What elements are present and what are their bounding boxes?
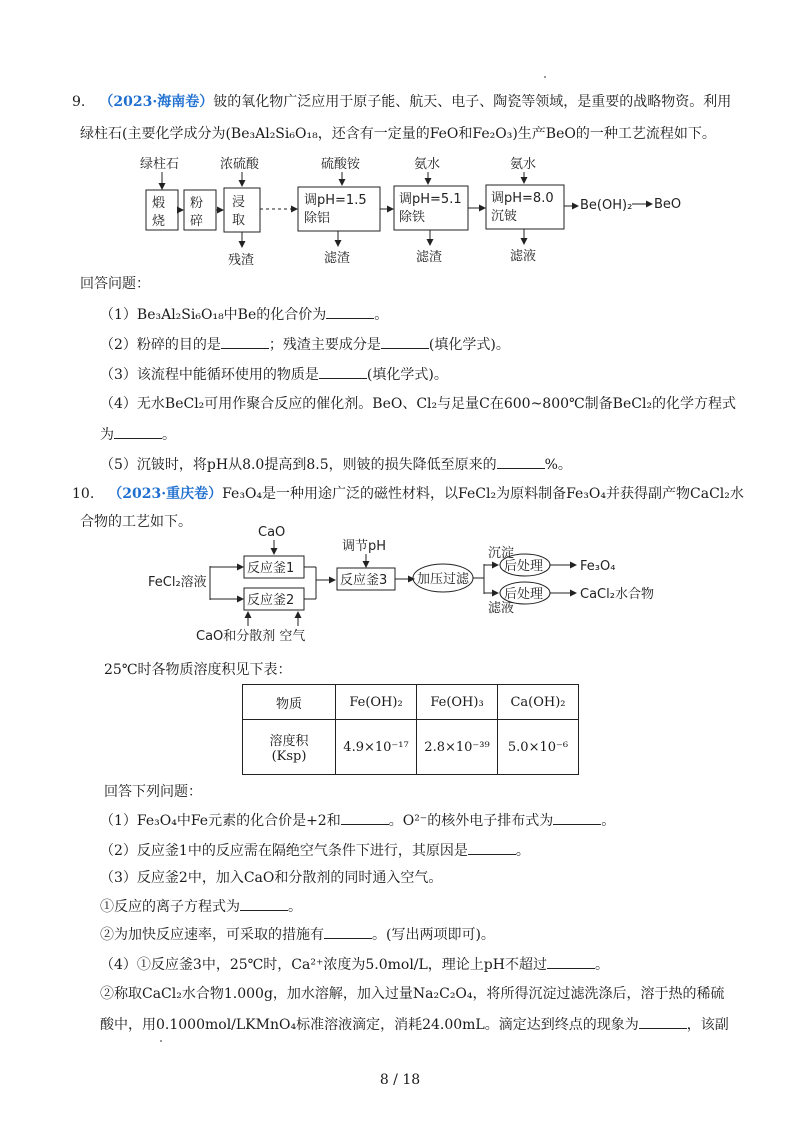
flow-residue: 残渣 — [228, 253, 255, 268]
flow-adjust-ph: 调节pH — [342, 539, 387, 554]
answer-blank[interactable] — [240, 896, 288, 911]
q10-sub1-text-b: 。O²⁻的核外电子排布式为 — [388, 813, 554, 829]
box-remove-al-ph: 调pH=1.5 — [304, 193, 367, 208]
q9-sub2-text-c: (填化学式)。 — [428, 337, 510, 353]
question-source: （2023·重庆卷） — [108, 486, 223, 502]
flow-post-1: 后处理 — [504, 559, 544, 574]
box-crush-1: 粉 — [190, 196, 204, 211]
box-precip-be-ph: 调pH=8.0 — [491, 191, 554, 206]
q9-sub1-text: （1）Be₃Al₂Si₆O₁₈中Be的化合价为 — [100, 307, 327, 323]
q10-sub2-text: （2）反应釜1中的反应需在隔绝空气条件下进行，其原因是 — [100, 843, 468, 859]
table-cell: 2.8×10⁻³⁹ — [417, 720, 498, 775]
q10-sub3-1-text: ①反应的离子方程式为 — [100, 899, 240, 915]
box-precip-be: 沉铍 — [491, 209, 518, 224]
page-number: 8 / 18 — [379, 1072, 421, 1088]
question-number: 10. — [72, 486, 95, 502]
flow-cao: CaO — [258, 525, 286, 540]
ksp-table — [242, 684, 579, 775]
flow-feed: FeCl₂溶液 — [148, 575, 207, 590]
box-reactor-3: 反应釜3 — [340, 573, 388, 588]
row-label-1: 溶度积 — [269, 734, 309, 749]
box-leach-1: 浸 — [232, 195, 246, 210]
flow-label-h2so4: 浓硫酸 — [220, 157, 260, 172]
q10-sub3: （3）反应釜2中，加入CaO和分散剂的同时通入空气。 — [100, 870, 443, 886]
table-header-cell: 物质 — [243, 685, 336, 720]
box-remove-fe: 除铁 — [399, 210, 426, 225]
box-leach-2: 取 — [232, 213, 246, 228]
q10-sub4-2-text-b: 酸中，用0.1000mol/LKMnO₄标准溶液滴定，消耗24.00mL。滴定达到终点的现象为 — [100, 1017, 639, 1033]
flow-pressure-filter: 加压过滤 — [417, 572, 470, 587]
flow-label-ammonia-2: 氨水 — [510, 157, 537, 172]
answer-blank[interactable] — [468, 840, 516, 855]
q10-sub3-2-end: 。(写出两项即可)。 — [372, 927, 495, 943]
q10-sub2-text-b: 。 — [515, 843, 530, 859]
q10-sub4-1 — [100, 954, 609, 975]
q10-sub4-2: ②称取CaCl₂水合物1.000g，加水溶解，加入过量Na₂C₂O₄，将所得沉淀过滤洗涤后，溶于热的稀硫 — [100, 986, 725, 1002]
question-text: Fe₃O₄是一种用途广泛的磁性材料，以FeCl₂为原料制备Fe₃O₄并获得副产物CaCl₂水 — [222, 486, 744, 502]
box-remove-al: 除铝 — [304, 211, 331, 226]
q10-sub4-2-cont — [100, 1014, 729, 1035]
q10-sub4-2-text-c: ，该副 — [686, 1017, 729, 1033]
speck — [544, 76, 546, 78]
flow-product-cacl2: CaCl₂水合物 — [580, 587, 654, 602]
q10-sub3-1 — [100, 896, 302, 917]
q9-sub5-text: （5）沉铍时，将pH从8.0提高到8.5，则铍的损失降低至原来的 — [100, 457, 497, 473]
flow-filter-residue-2: 滤渣 — [416, 250, 443, 265]
answer-blank[interactable] — [547, 954, 595, 969]
q9-sub4-text-b: 为 — [100, 427, 114, 443]
box-calcine-2: 烧 — [152, 214, 166, 229]
q9-sub3-text: （3）该流程中能循环使用的物质是 — [100, 367, 319, 383]
q10-sub1-text: （1）Fe₃O₄中Fe元素的化合价是+2和 — [100, 813, 341, 829]
flow-filtrate: 滤液 — [510, 249, 537, 264]
flow-precipitate: 沉淀 — [488, 546, 515, 561]
q9-sub5-text-b: %。 — [544, 457, 572, 473]
box-reactor-1: 反应釜1 — [247, 561, 295, 576]
q10-prompt: 回答下列问题： — [104, 784, 202, 800]
flow-post-2: 后处理 — [504, 587, 544, 602]
flow-beo: BeO — [654, 197, 682, 212]
flow-label-ammonia-1: 氨水 — [414, 157, 441, 172]
box-calcine-1: 煅 — [152, 196, 166, 211]
question-9-line-2: 绿柱石(主要化学成分为(Be₃Al₂Si₆O₁₈，还含有一定量的FeO和Fe₂O₃)生产BeO的一种工艺流程如下。 — [80, 126, 716, 142]
speck — [160, 1040, 162, 1042]
q9-sub1-end: 。 — [374, 307, 389, 323]
question-text: 铍的氧化物广泛应用于原子能、航天、电子、陶瓷等领域，是重要的战略物资。利用 — [213, 94, 732, 110]
table-header-row — [243, 685, 579, 720]
q9-sub2-text-b: ；残渣主要成分是 — [268, 337, 381, 353]
q10-sub3-1-end: 。 — [288, 899, 302, 915]
box-remove-fe-ph: 调pH=5.1 — [399, 192, 462, 207]
answer-blank[interactable] — [324, 924, 372, 939]
question-number: 9. — [72, 94, 86, 110]
table-header-cell: Fe(OH)₃ — [417, 685, 498, 720]
answer-blank[interactable] — [553, 810, 601, 825]
table-header-cell: Fe(OH)₂ — [336, 685, 417, 720]
table-row — [243, 720, 579, 775]
flow-product-fe3o4: Fe₃O₄ — [580, 559, 616, 574]
box-crush-2: 碎 — [190, 214, 204, 229]
flow-be-oh2: Be(OH)₂ — [580, 198, 633, 213]
q9-prompt: 回答问题： — [80, 276, 150, 292]
table-cell: 5.0×10⁻⁶ — [498, 720, 579, 775]
table-row-label — [243, 720, 336, 775]
q9-sub4: （4）无水BeCl₂可用作聚合反应的催化剂。BeO、Cl₂与足量C在600~800℃制备BeCl₂的化学方程式 — [100, 396, 737, 412]
q9-sub3-text-b: (填化学式)。 — [366, 367, 448, 383]
q10-sub2 — [100, 840, 530, 861]
answer-blank[interactable] — [341, 810, 389, 825]
q10-sub3-2-text: ②为加快反应速率，可采取的措施有 — [100, 927, 324, 943]
box-reactor-2: 反应釜2 — [247, 593, 295, 608]
q9-sub2-text: （2）粉碎的目的是 — [100, 337, 221, 353]
flow-filter-residue-1: 滤渣 — [324, 251, 351, 266]
question-source: （2023·海南卷） — [99, 94, 214, 110]
answer-blank[interactable] — [639, 1014, 687, 1029]
question-10-line-2: 合物的工艺如下。 — [80, 514, 192, 530]
q10-sub4-1-text: （4）①反应釜3中，25℃时，Ca²⁺浓度为5.0mol/L，理论上pH不超过 — [100, 957, 547, 973]
q10-sub1 — [100, 810, 615, 831]
flow-label-nh4so4: 硫酸铵 — [321, 157, 361, 172]
q9-sub4-text-c: 。 — [162, 427, 176, 443]
q10-sub1-text-c: 。 — [601, 813, 616, 829]
flow-bottom-inputs: CaO和分散剂 空气 — [196, 629, 306, 644]
table-intro: 25℃时各物质溶度积见下表： — [104, 662, 292, 678]
row-label-2: (Ksp) — [271, 749, 307, 764]
flow-label-beryl: 绿柱石 — [140, 157, 180, 172]
table-cell: 4.9×10⁻¹⁷ — [336, 720, 417, 775]
table-header-cell: Ca(OH)₂ — [498, 685, 579, 720]
flow-filtrate: 滤液 — [488, 601, 515, 616]
q10-sub4-1-end: 。 — [594, 957, 609, 973]
q10-sub3-2 — [100, 924, 495, 945]
